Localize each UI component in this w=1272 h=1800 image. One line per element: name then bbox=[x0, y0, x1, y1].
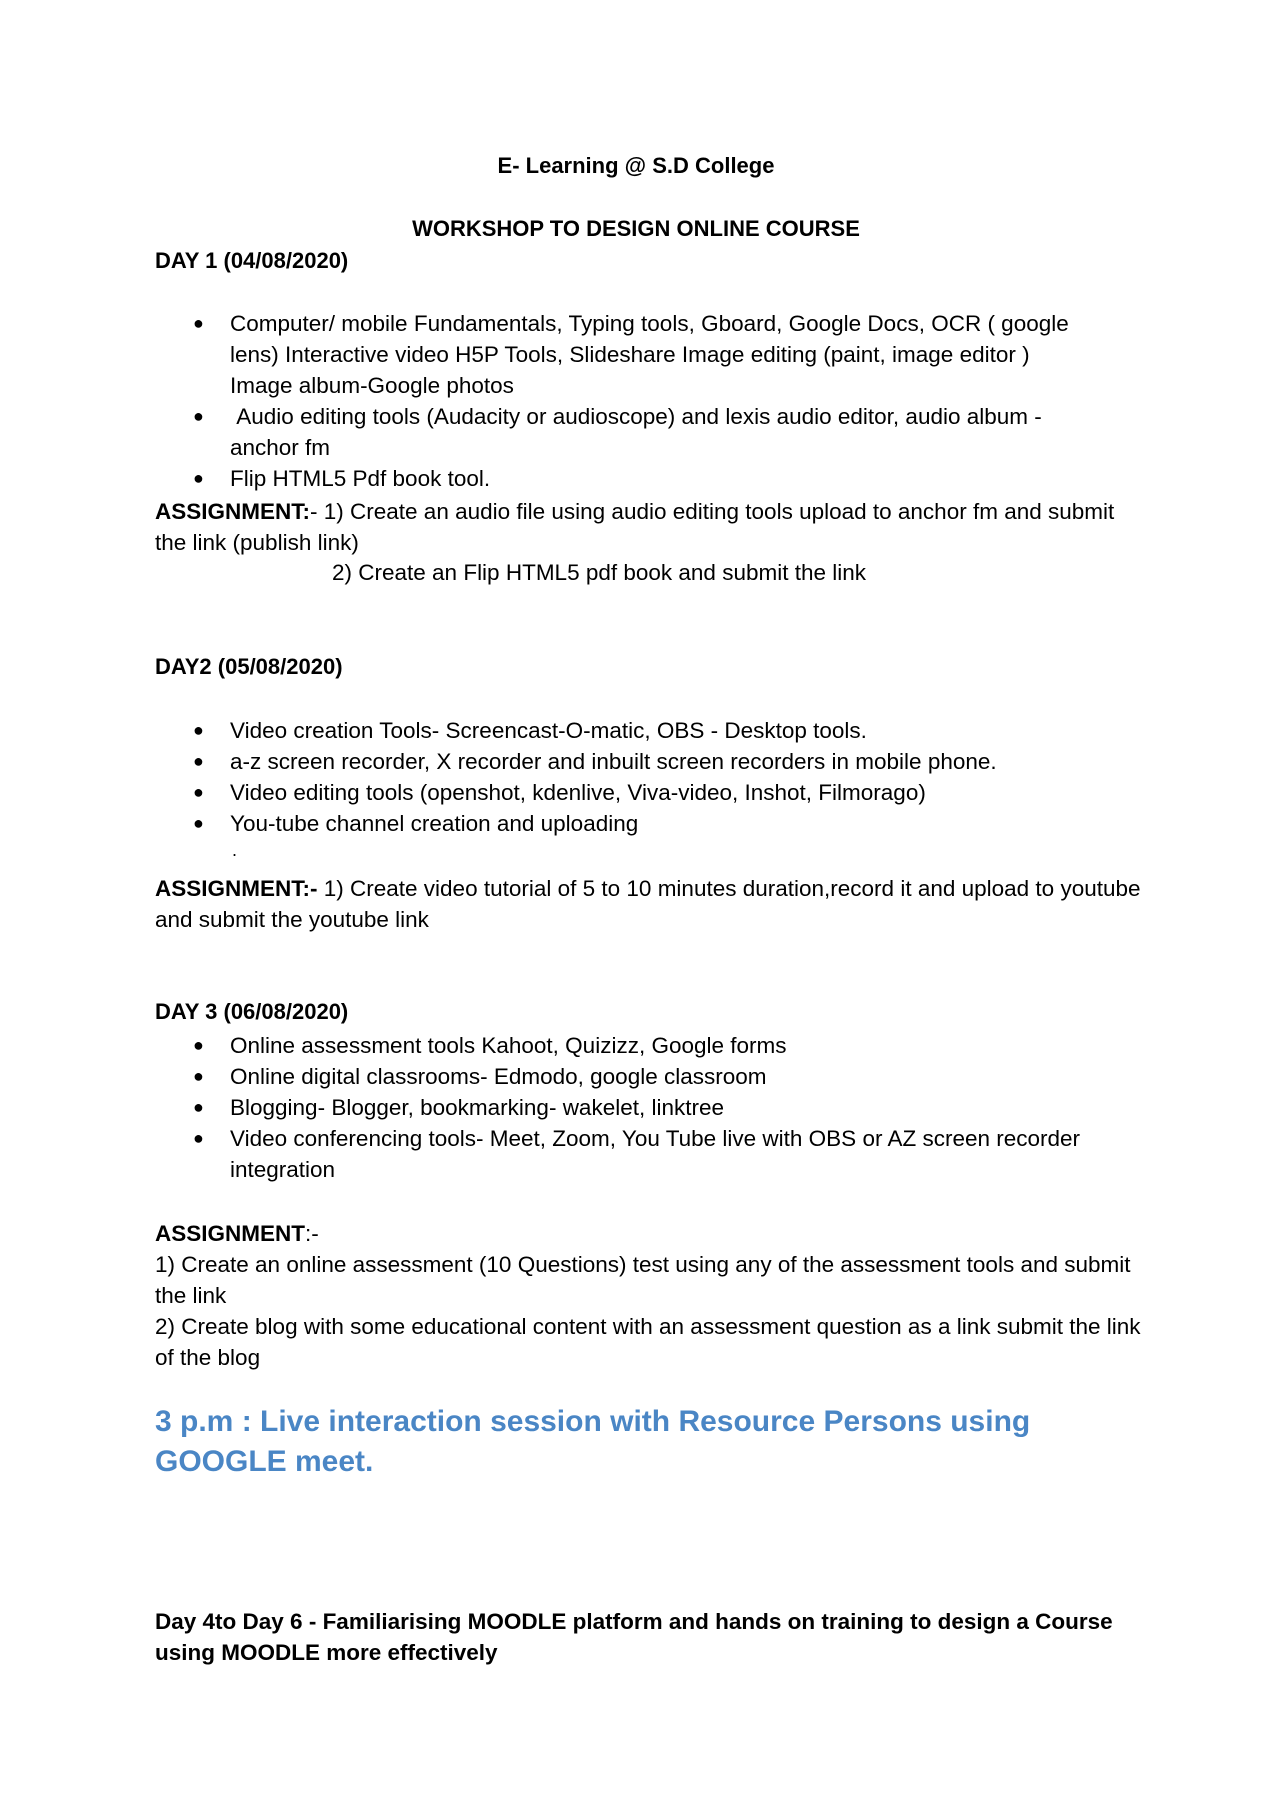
stray-dot: . bbox=[232, 840, 238, 860]
bullet-icon: ● bbox=[193, 406, 204, 426]
list-item: ● Video editing tools (openshot, kdenlive, Viva-video, Inshot, Filmorago) bbox=[155, 777, 1135, 808]
bullet-icon: ● bbox=[193, 720, 204, 740]
assignment-label: ASSIGNMENT:- bbox=[155, 876, 318, 901]
bullet-icon: ● bbox=[193, 1035, 204, 1055]
document-subtitle: WORKSHOP TO DESIGN ONLINE COURSE bbox=[412, 216, 860, 241]
day4-6-description: Day 4to Day 6 - Familiarising MOODLE platform and hands on training to design a Course using MOODLE more effectively bbox=[155, 1609, 1113, 1665]
day3-assignment-item2: 2) Create blog with some educational content with an assessment question as a link submit the link of the blog bbox=[155, 1314, 1141, 1370]
day1-bullet-list bbox=[155, 308, 1135, 494]
bullet-icon: ● bbox=[193, 1128, 204, 1148]
list-item: ● a-z screen recorder, X recorder and inbuilt screen recorders in mobile phone. bbox=[155, 746, 1135, 777]
day1-heading: DAY 1 (04/08/2020) bbox=[155, 248, 349, 273]
assignment-label: ASSIGNMENT: bbox=[155, 499, 311, 524]
bullet-icon: ● bbox=[193, 751, 204, 771]
day3-heading: DAY 3 (06/08/2020) bbox=[155, 999, 349, 1024]
list-item: ● Video conferencing tools- Meet, Zoom, You Tube live with OBS or AZ screen recorder integration bbox=[155, 1123, 1135, 1185]
bullet-icon: ● bbox=[193, 1097, 204, 1117]
list-item: ● Video creation Tools- Screencast-O-matic, OBS - Desktop tools. bbox=[155, 715, 1135, 746]
day3-assignment-item1: 1) Create an online assessment (10 Questions) test using any of the assessment tools and submit the link bbox=[155, 1252, 1131, 1308]
assignment-text: - 1) Create an audio file using audio editing tools upload to anchor fm and submit the link (publish link) bbox=[155, 499, 1115, 555]
day1-assignment bbox=[155, 496, 1145, 558]
day1-assignment-item2: 2) Create an Flip HTML5 pdf book and submit the link bbox=[332, 560, 867, 585]
day3-bullet-list bbox=[155, 1030, 1135, 1185]
list-item: ● Online assessment tools Kahoot, Quizizz, Google forms bbox=[155, 1030, 1135, 1061]
bullet-icon: ● bbox=[193, 813, 204, 833]
bullet-icon: ● bbox=[193, 1066, 204, 1086]
list-item: ● Online digital classrooms- Edmodo, google classroom bbox=[155, 1061, 1135, 1092]
bullet-icon: ● bbox=[193, 313, 204, 333]
live-session-note: 3 p.m : Live interaction session with Resource Persons using GOOGLE meet. bbox=[155, 1405, 1031, 1478]
day3-assignment-heading: ASSIGNMENT:- bbox=[155, 1221, 319, 1246]
list-item: ● You-tube channel creation and uploading bbox=[155, 808, 1135, 839]
day2-heading: DAY2 (05/08/2020) bbox=[155, 654, 343, 679]
day2-assignment bbox=[155, 873, 1145, 935]
bullet-icon: ● bbox=[193, 782, 204, 802]
assignment-text: 1) Create video tutorial of 5 to 10 minutes duration,record it and upload to youtube and submit the youtube link bbox=[155, 876, 1141, 932]
list-item: ● Blogging- Blogger, bookmarking- wakelet, linktree bbox=[155, 1092, 1135, 1123]
assignment-label: ASSIGNMENT bbox=[155, 1221, 306, 1246]
bullet-icon: ● bbox=[193, 468, 204, 488]
list-item: ● Computer/ mobile Fundamentals, Typing tools, Gboard, Google Docs, OCR ( google lens) Interactive video H5P Tools, Slideshare Image editing (paint, image editor ) Image album-Google photos bbox=[155, 308, 1135, 401]
document-title: E- Learning @ S.D College bbox=[497, 153, 775, 178]
list-item: ● Audio editing tools (Audacity or audioscope) and lexis audio editor, audio album - anchor fm bbox=[155, 401, 1135, 463]
day2-bullet-list bbox=[155, 715, 1135, 839]
list-item: ● Flip HTML5 Pdf book tool. bbox=[155, 463, 1135, 494]
